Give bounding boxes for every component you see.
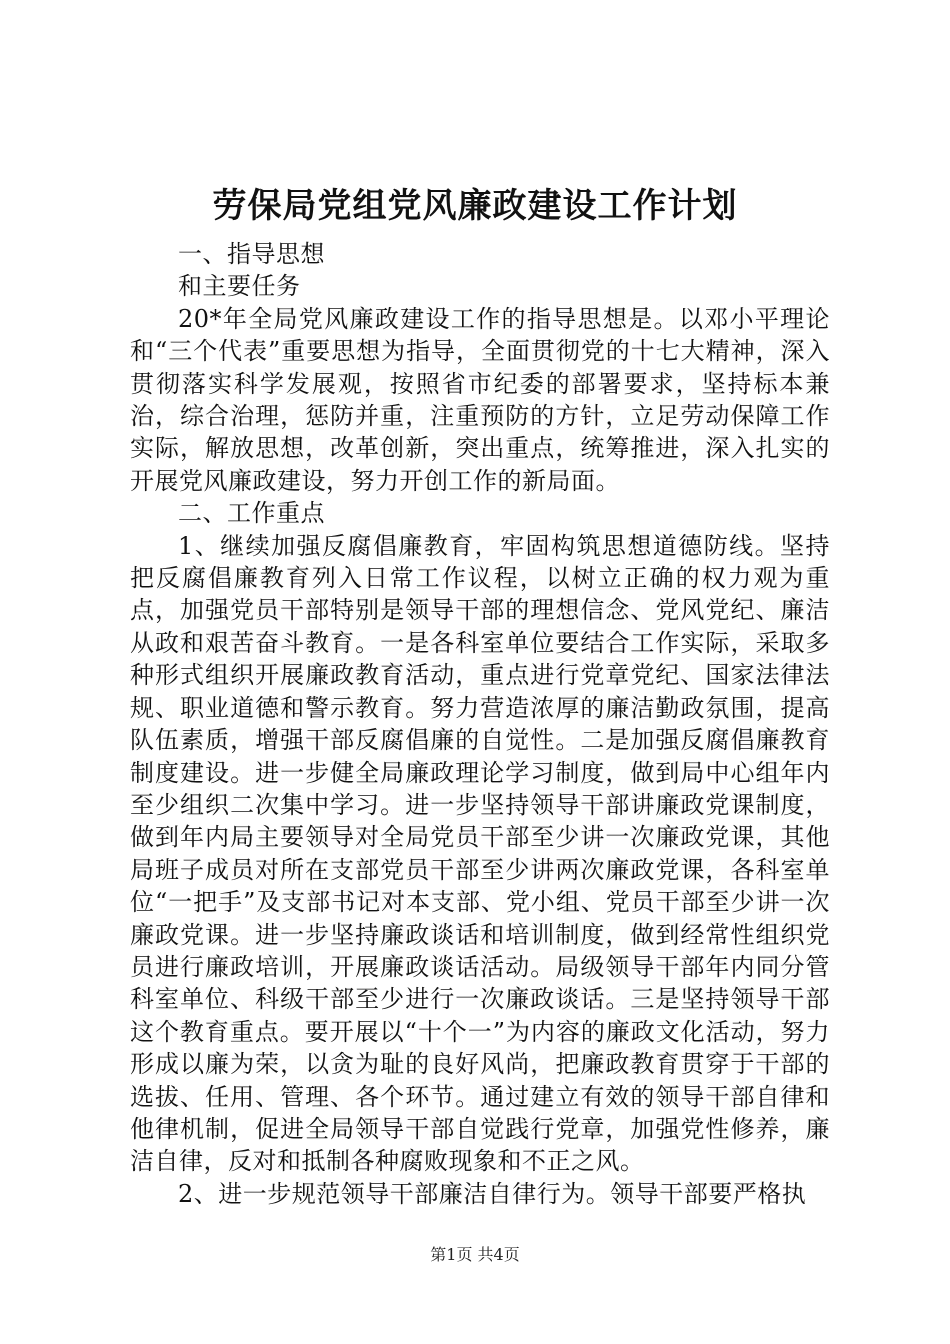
paragraph-key-work-2: 2、进一步规范领导干部廉洁自律行为。领导干部要严格执: [178, 1179, 807, 1208]
document-title: 劳保局党组党风廉政建设工作计划: [212, 186, 738, 226]
page-footer: 第1页 共4页: [430, 1245, 520, 1264]
section-heading-1-continued: 和主要任务: [178, 272, 301, 301]
paragraph-key-work-1: 1、继续加强反腐倡廉教育，牢固构筑思想道德防线。坚持把反腐倡廉教育列入日常工作议程，以树立正确的权力观为重点，加强党员干部特别是领导干部的理想信念、党风党纪、廉洁从政和艰苦奋斗教育。一是各科室单位要结合工作实际，采取多种形式组织开展廉政教育活动，重点进行党章党纪、国家法律法规、职业道德和警示教育。努力营造浓厚的廉洁勤政氛围，提高队伍素质，增强干部反腐倡廉的自觉性。二是加强反腐倡廉教育制度建设。进一步健全局廉政理论学习制度，做到局中心组年内至少组织二次集中学习。进一步坚持领导干部讲廉政党课制度，做到年内局主要领导对全局党员干部至少讲一次廉政党课，其他局班子成员对所在支部党员干部至少讲两次廉政党课，各科室单位“一把手”及支部书记对本支部、党小组、党员干部至少讲一次廉政党课。进一步坚持廉政谈话和培训制度，做到经常性组织党员进行廉政培训，开展廉政谈话活动。局级领导干部年内同分管科室单位、科级干部至少进行一次廉政谈话。三是坚持领导干部这个教育重点。要开展以“十个一”为内容的廉政文化活动，努力形成以廉为荣，以贪为耻的良好风尚，把廉政教育贯穿于干部的选拔、任用、管理、各个环节。通过建立有效的领导干部自律和他律机制，促进全局领导干部自觉践行党章，加强党性修养，廉洁自律，反对和抵制各种腐败现象和不正之风。: [130, 531, 830, 1176]
section-heading-2: 二、工作重点: [178, 499, 325, 528]
document-body: [130, 238, 830, 1210]
section-heading-1: 一、指导思想: [178, 240, 325, 268]
paragraph-guiding-ideology: 20*年全局党风廉政建设工作的指导思想是。以邓小平理论和“三个代表”重要思想为指导，全面贯彻党的十七大精神，深入贯彻落实科学发展观，按照省市纪委的部署要求，坚持标本兼治，综合治理，惩防并重，注重预防的方针，立足劳动保障工作实际，解放思想，改革创新，突出重点，统筹推进，深入扎实的开展党风廉政建设，努力开创工作的新局面。: [130, 304, 830, 495]
